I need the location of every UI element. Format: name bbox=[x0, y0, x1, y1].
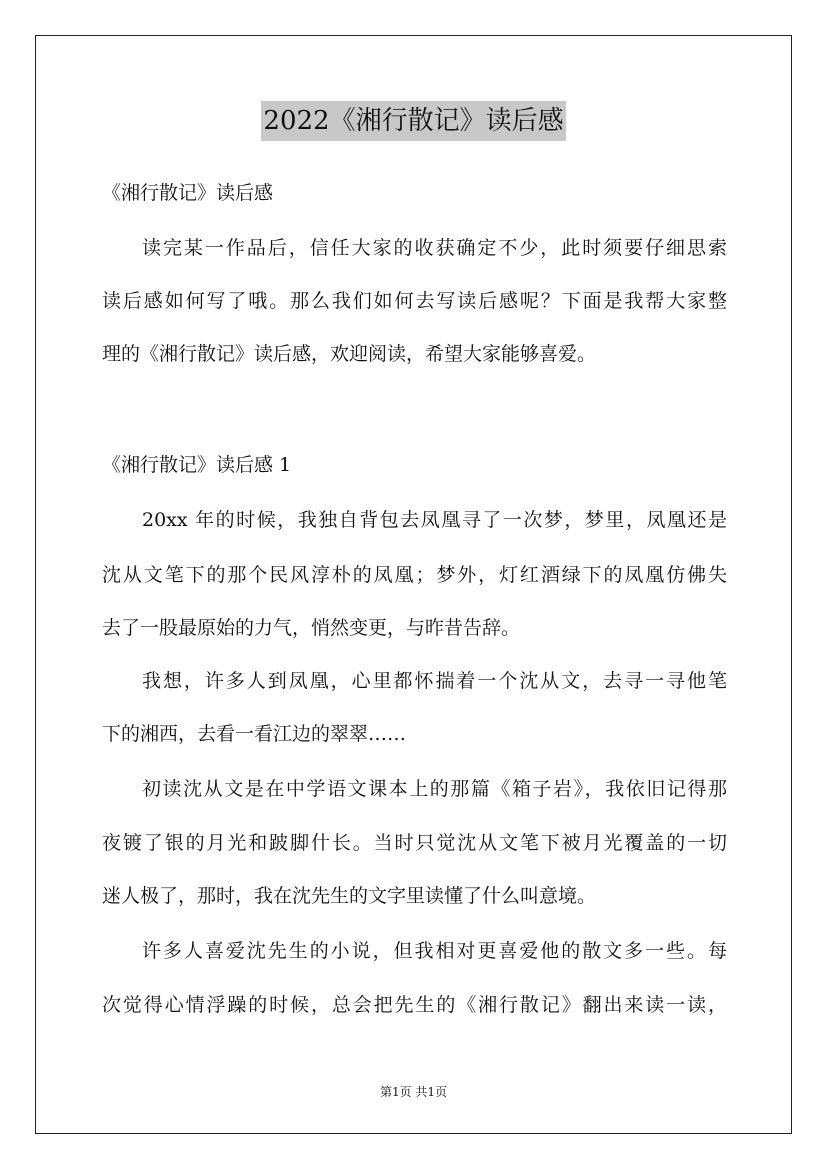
title-wrap bbox=[0, 101, 827, 141]
paragraph-line: 许多人喜爱沈先生的小说，但我相对更喜爱他的散文多一些。每 bbox=[142, 940, 727, 962]
paragraph-line: 初读沈从文是在中学语文课本上的那篇《箱子岩》，我依旧记得那 bbox=[142, 778, 727, 800]
paragraph-line: 沈从文笔下的那个民风淳朴的凤凰；梦外，灯红酒绿下的凤凰仿佛失 bbox=[102, 564, 727, 586]
paragraph-line: 次觉得心情浮躁的时候，总会把先生的《湘行散记》翻出来读一读， bbox=[102, 994, 727, 1016]
paragraph-line: 迷人极了，那时，我在沈先生的文字里读懂了什么叫意境。 bbox=[102, 885, 597, 907]
intro-line: 读后感如何写了哦。那么我们如何去写读后感呢？下面是我帮大家整 bbox=[102, 290, 727, 312]
paragraph-line: 下的湘西，去看一看江边的翠翠…… bbox=[102, 723, 407, 745]
paragraph-line: 夜镀了银的月光和跛脚什长。当时只觉沈从文笔下被月光覆盖的一切 bbox=[102, 832, 727, 854]
section-heading: 《湘行散记》读后感 1 bbox=[102, 454, 292, 476]
intro-line: 读完某一作品后，信任大家的收获确定不少，此时须要仔细思索 bbox=[142, 237, 727, 259]
paragraph-line: 20xx 年的时候，我独自背包去凤凰寻了一次梦，梦里，凤凰还是 bbox=[142, 509, 727, 531]
document-title: 2022《湘行散记》读后感 bbox=[261, 101, 565, 141]
page-footer: 第1页 共1页 bbox=[379, 1085, 448, 1099]
paragraph-line: 我想，许多人到凤凰，心里都怀揣着一个沈从文，去寻一寻他笔 bbox=[142, 670, 727, 692]
intro-line: 理的《湘行散记》读后感，欢迎阅读，希望大家能够喜爱。 bbox=[102, 343, 597, 365]
document-subtitle: 《湘行散记》读后感 bbox=[102, 182, 274, 204]
paragraph-line: 去了一股最原始的力气，悄然变更，与昨昔告辞。 bbox=[102, 617, 521, 639]
